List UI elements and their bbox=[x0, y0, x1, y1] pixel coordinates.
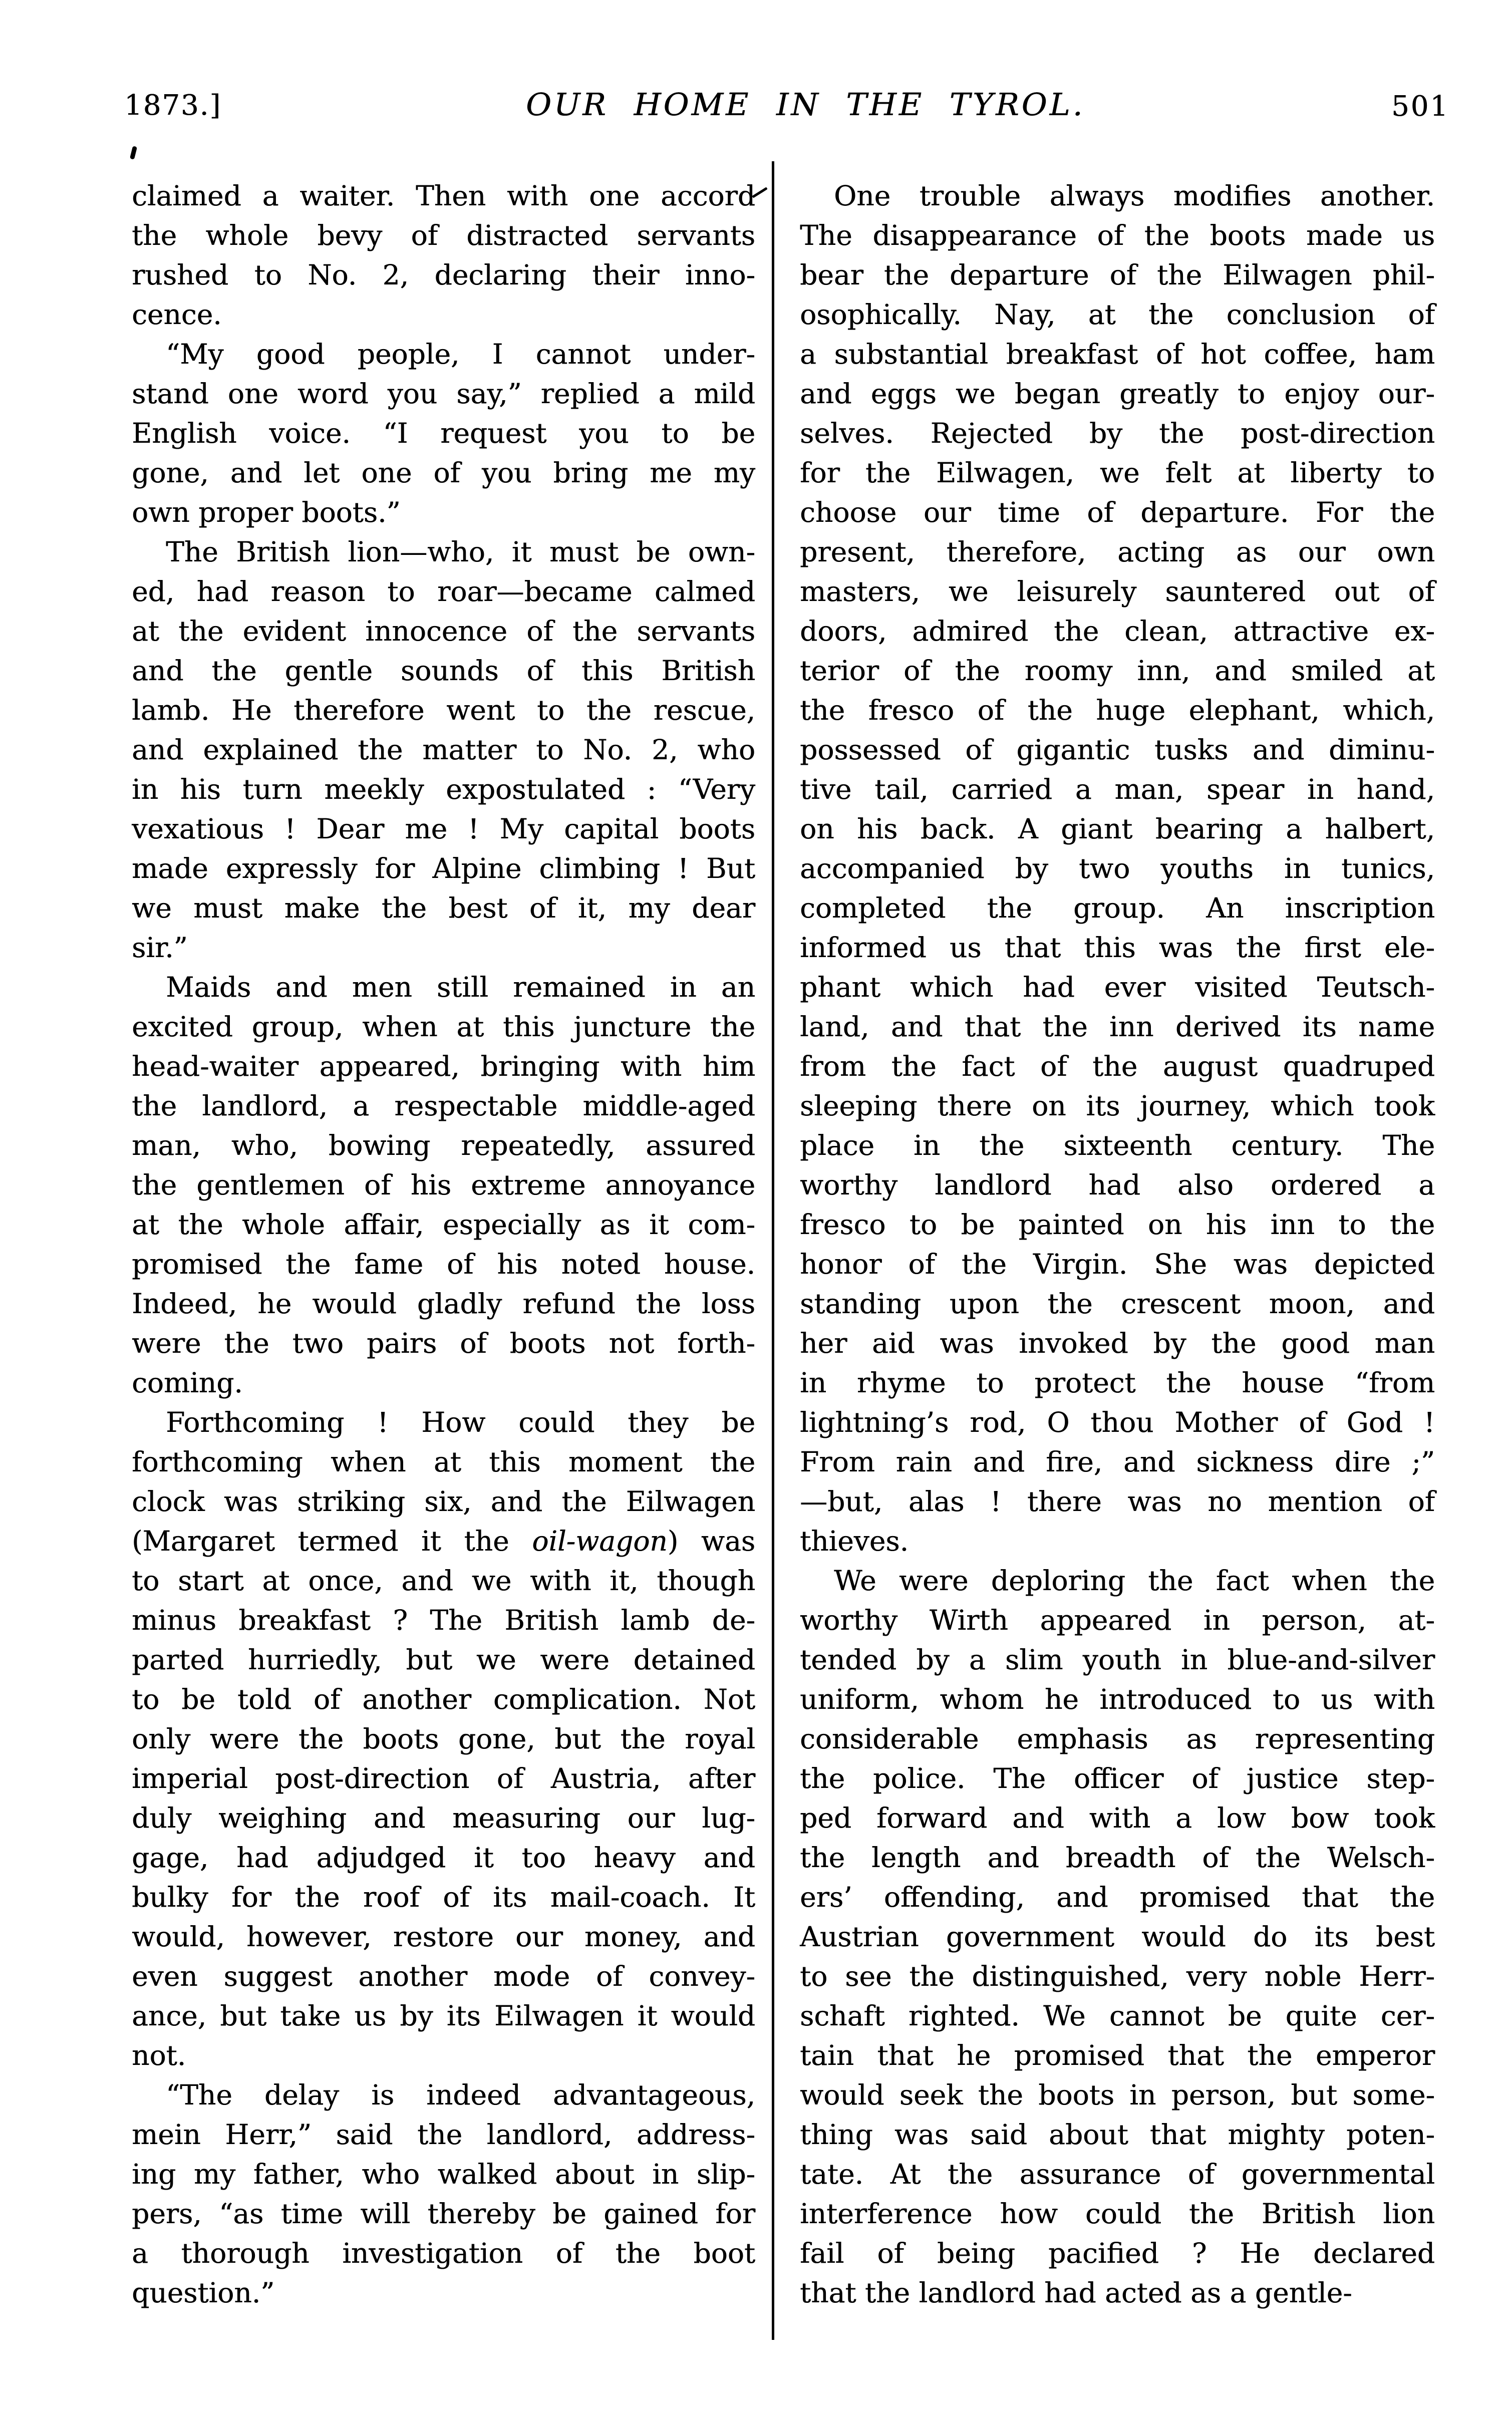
text-line: to see the distinguished, very noble Herr- bbox=[800, 1960, 1435, 1992]
text-line: tive tail, carried a man, spear in hand, bbox=[800, 773, 1435, 805]
text-line: From rain and fire, and sickness dire ;” bbox=[800, 1446, 1435, 1478]
text-line: One trouble always modifies another. bbox=[834, 180, 1435, 212]
text-line: bulky for the roof of its mail-coach. It bbox=[132, 1881, 755, 1913]
text-line: standing upon the crescent moon, and bbox=[800, 1288, 1435, 1320]
text-line: duly weighing and measuring our lug- bbox=[132, 1802, 755, 1834]
text-line: promised the fame of his noted house. bbox=[132, 1248, 755, 1280]
text-line: Austrian government would do its best bbox=[800, 1921, 1435, 1953]
text-line: selves. Rejected by the post-direction bbox=[800, 417, 1435, 449]
page-number: 501 bbox=[1391, 90, 1449, 123]
page-title: OUR HOME IN THE TYROL. bbox=[526, 86, 1085, 123]
text-line: “The delay is indeed advantageous, bbox=[166, 2079, 755, 2111]
text-line: not. bbox=[132, 2039, 186, 2071]
text-line: to be told of another complication. Not bbox=[132, 1683, 755, 1715]
text-line: ed, had reason to roar—became calmed bbox=[132, 575, 755, 608]
text-line: schaft righted. We cannot be quite cer- bbox=[800, 2000, 1435, 2032]
text-line: a substantial breakfast of hot coffee, ham bbox=[800, 338, 1435, 370]
text-line: forthcoming when at this moment the bbox=[132, 1446, 755, 1478]
text-line: head-waiter appeared, bringing with him bbox=[132, 1050, 755, 1082]
left-text-column bbox=[132, 176, 755, 2313]
text-line: and the gentle sounds of this British bbox=[132, 655, 755, 687]
text-line: ance, but take us by its Eilwagen it would bbox=[132, 2000, 755, 2032]
text-line: for the Eilwagen, we felt at liberty to bbox=[800, 457, 1435, 489]
scan-artifact bbox=[130, 146, 137, 159]
text-line: would, however, restore our money, and bbox=[132, 1921, 755, 1953]
running-head-year: 1873.] bbox=[124, 89, 222, 122]
text-line: sir.” bbox=[132, 932, 188, 964]
text-line: at the evident innocence of the servants bbox=[132, 615, 755, 647]
text-line: question.” bbox=[132, 2277, 275, 2309]
text-line: terior of the roomy inn, and smiled at bbox=[800, 655, 1435, 687]
text-line: tended by a slim youth in blue-and-silver bbox=[800, 1644, 1435, 1676]
text-line: bear the departure of the Eilwagen phil- bbox=[800, 259, 1435, 291]
text-line: masters, we leisurely sauntered out of bbox=[800, 575, 1435, 608]
text-line: present, therefore, acting as our own bbox=[800, 536, 1435, 568]
text-line: excited group, when at this juncture the bbox=[132, 1011, 755, 1043]
text-line: gage, had adjudged it too heavy and bbox=[132, 1842, 755, 1874]
text-line: interference how could the British lion bbox=[800, 2198, 1435, 2230]
text-line: ers’ offending, and promised that the bbox=[800, 1881, 1435, 1913]
text-line: clock was striking six, and the Eilwagen bbox=[132, 1485, 755, 1518]
text-line: in his turn meekly expostulated : “Very bbox=[132, 773, 755, 805]
text-line: made expressly for Alpine climbing ! But bbox=[132, 852, 755, 884]
text-line: ing my father, who walked about in slip- bbox=[132, 2158, 755, 2190]
text-line: claimed a waiter. Then with one accord bbox=[132, 180, 755, 212]
text-line: fresco to be painted on his inn to the bbox=[800, 1209, 1435, 1241]
text-line: and eggs we began greatly to enjoy our- bbox=[800, 378, 1435, 410]
text-line: lamb. He therefore went to the rescue, bbox=[132, 694, 755, 726]
text-line: in rhyme to protect the house “from bbox=[800, 1367, 1435, 1399]
text-line: land, and that the inn derived its name bbox=[800, 1011, 1435, 1043]
text-line: completed the group. An inscription bbox=[800, 892, 1435, 924]
text-line: at the whole affair, especially as it com- bbox=[132, 1209, 755, 1241]
text-line: Maids and men still remained in an bbox=[166, 971, 755, 1003]
text-line: stand one word you say,” replied a mild bbox=[132, 378, 755, 410]
text-line: cence. bbox=[132, 298, 222, 331]
text-line: coming. bbox=[132, 1367, 243, 1399]
text-line: sleeping there on its journey, which took bbox=[800, 1090, 1435, 1122]
text-line: we must make the best of it, my dear bbox=[132, 892, 755, 924]
column-divider-rule bbox=[772, 161, 774, 2340]
text-line: vexatious ! Dear me ! My capital boots bbox=[132, 813, 755, 845]
text-line: osophically. Nay, at the conclusion of bbox=[800, 298, 1435, 331]
text-line: rushed to No. 2, declaring their inno- bbox=[132, 259, 755, 291]
text-line: uniform, whom he introduced to us with bbox=[800, 1683, 1435, 1715]
text-line: Indeed, he would gladly refund the loss bbox=[132, 1288, 755, 1320]
text-line: fail of being pacified ? He declared bbox=[800, 2237, 1435, 2269]
text-line: pers, “as time will thereby be gained for bbox=[132, 2198, 755, 2230]
text-line: the gentlemen of his extreme annoyance bbox=[132, 1169, 755, 1201]
text-line: accompanied by two youths in tunics, bbox=[800, 852, 1435, 884]
text-line: from the fact of the august quadruped bbox=[800, 1050, 1435, 1082]
text-line: the fresco of the huge elephant, which, bbox=[800, 694, 1435, 726]
text-line: man, who, bowing repeatedly, assured bbox=[132, 1129, 755, 1161]
text-line: “My good people, I cannot under- bbox=[166, 338, 755, 370]
text-line: on his back. A giant bearing a halbert, bbox=[800, 813, 1435, 845]
text-line: minus breakfast ? The British lamb de- bbox=[132, 1604, 755, 1636]
text-line: doors, admired the clean, attractive ex- bbox=[800, 615, 1435, 647]
text-line: Forthcoming ! How could they be bbox=[166, 1406, 755, 1438]
text-line: parted hurriedly, but we were detained bbox=[132, 1644, 755, 1676]
italic-text: oil-wagon bbox=[532, 1525, 668, 1557]
text-line: and explained the matter to No. 2, who bbox=[132, 734, 755, 766]
text-line: that the landlord had acted as a gentle- bbox=[800, 2277, 1352, 2309]
text-line: thieves. bbox=[800, 1525, 909, 1557]
text-line: her aid was invoked by the good man bbox=[800, 1327, 1435, 1359]
text-line: would seek the boots in person, but some- bbox=[800, 2079, 1435, 2111]
text-line: thing was said about that mighty poten- bbox=[800, 2119, 1435, 2151]
text-line: to start at once, and we with it, though bbox=[132, 1565, 755, 1597]
text-line: even suggest another mode of convey- bbox=[132, 1960, 755, 1992]
text-line: the landlord, a respectable middle-aged bbox=[132, 1090, 755, 1122]
text-line: considerable emphasis as representing bbox=[800, 1723, 1435, 1755]
text-line: tain that he promised that the emperor bbox=[800, 2039, 1435, 2071]
text-line: ped forward and with a low bow took bbox=[800, 1802, 1435, 1834]
text-line: were the two pairs of boots not forth- bbox=[132, 1327, 755, 1359]
text-line: —but, alas ! there was no mention of bbox=[800, 1485, 1435, 1518]
text-line: the length and breadth of the Welsch- bbox=[800, 1842, 1435, 1874]
text-line: We were deploring the fact when the bbox=[834, 1565, 1435, 1597]
text-line: the police. The officer of justice step- bbox=[800, 1762, 1435, 1794]
text-line: The disappearance of the boots made us bbox=[800, 219, 1435, 251]
text-line: informed us that this was the first ele- bbox=[800, 932, 1435, 964]
text-line: a thorough investigation of the boot bbox=[132, 2237, 755, 2269]
text-line: lightning’s rod, O thou Mother of God ! bbox=[800, 1406, 1435, 1438]
text-line: phant which had ever visited Teutsch- bbox=[800, 971, 1435, 1003]
text-line: place in the sixteenth century. The bbox=[800, 1129, 1435, 1161]
text-line: The British lion—who, it must be own- bbox=[166, 536, 755, 568]
text-line: worthy Wirth appeared in person, at- bbox=[800, 1604, 1435, 1636]
text-line: own proper boots.” bbox=[132, 496, 401, 528]
text-line: gone, and let one of you bring me my bbox=[132, 457, 755, 489]
text-line: only were the boots gone, but the royal bbox=[132, 1723, 755, 1755]
text-line: possessed of gigantic tusks and diminu- bbox=[800, 734, 1435, 766]
text-line: worthy landlord had also ordered a bbox=[800, 1169, 1435, 1201]
text-line: English voice. “I request you to be bbox=[132, 417, 755, 449]
text-line: mein Herr,” said the landlord, address- bbox=[132, 2119, 755, 2151]
text-line: tate. At the assurance of governmental bbox=[800, 2158, 1435, 2190]
text-line: honor of the Virgin. She was depicted bbox=[800, 1248, 1435, 1280]
text-line: choose our time of departure. For the bbox=[800, 496, 1435, 528]
right-text-column bbox=[800, 176, 1435, 2313]
text-line: the whole bevy of distracted servants bbox=[132, 219, 755, 251]
text-line: (Margaret termed it the oil-wagon) was bbox=[132, 1525, 755, 1557]
text-line: imperial post-direction of Austria, after bbox=[132, 1762, 755, 1794]
